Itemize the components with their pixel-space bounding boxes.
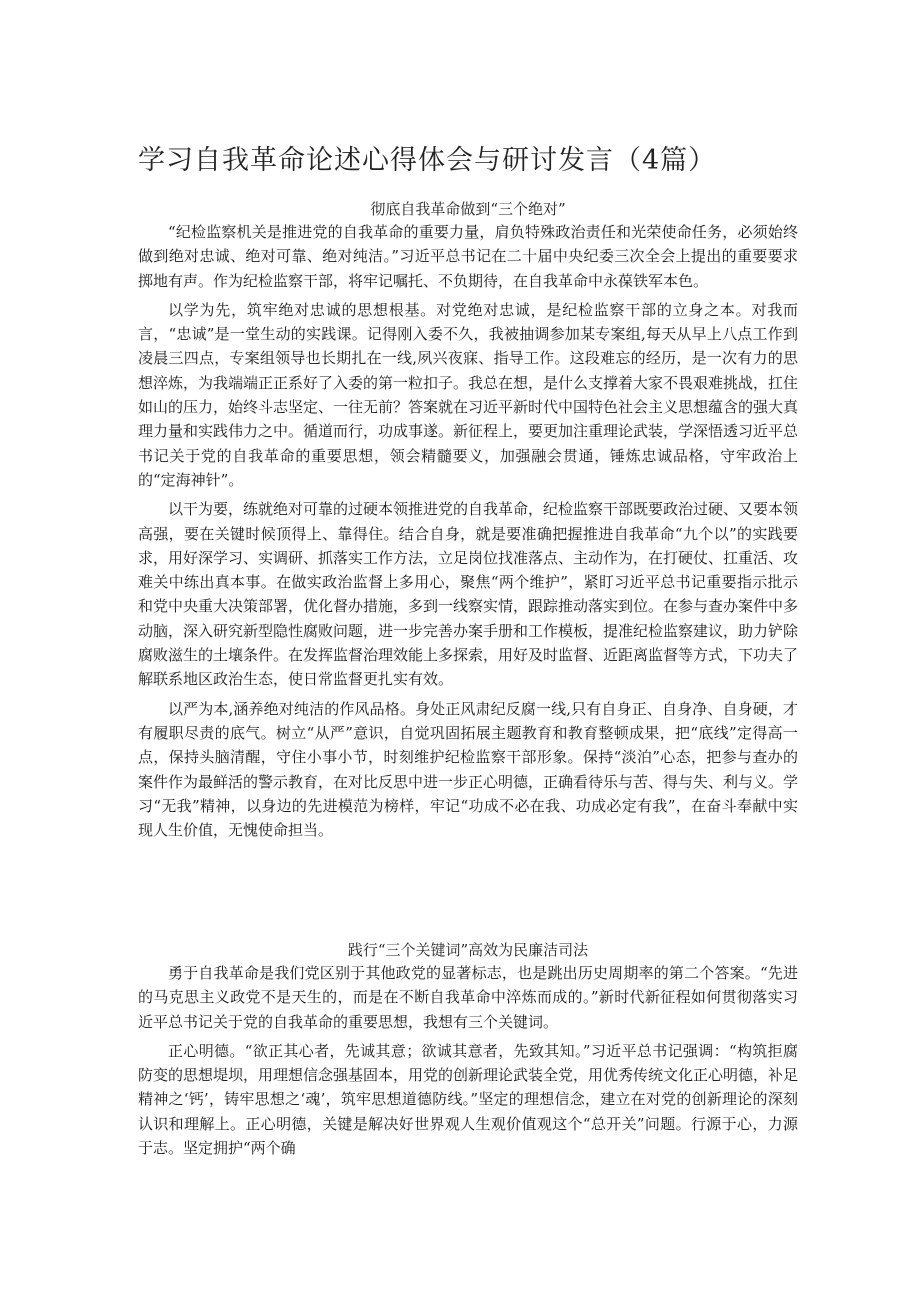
section-1-paragraph-4: 以严为本,涵养绝对纯洁的作风品格。身处正风肃纪反腐一线,只有自身正、自身净、自身硬，才有履职尽责的底气。树立“从严”意识，自觉巩固拓展主题教育和教育整顿成果，把“底线”定得高一点，保持头脑清醒，守住小事小节，时刻维护纪检监察干部形象。保持“淡泊”心态，把参与查办的案件作为最鲜活的警示教育，在对比反思中进一步正心明德，正确看待乐与苦、得与失、利与义。学习“无我”精神，以身边的先进模范为榜样，牢记“功成不必在我、功成必定有我”，在奋斗奉献中实现人生价值，无愧使命担当。 <box>138 699 799 840</box>
section-1-paragraph-3: 以干为要，练就绝对可靠的过硬本领推进党的自我革命，纪检监察干部既要政治过硬、又要本领高强，要在关键时候顶得上、靠得住。结合自身，就是要准确把握推进自我革命“九个以”的实践要求，用好深学习、实调研、抓落实工作方法，立足岗位找准落点、主动作为，在打硬仗、扛重活、攻难关中练出真本事。在做实政治监督上多用心，聚焦“两个维护”，紧盯习近平总书记重要指示批示和党中央重大决策部署，优化督办措施，多到一线察实情，跟踪推动落实到位。在参与查办案件中多动脑，深入研究新型隐性腐败问题，进一步完善办案手册和工作模板，提准纪检监察建议，助力铲除腐败滋生的土壤条件。在发挥监督治理效能上多探索，用好及时监督、近距离监督等方式，下功夫了解联系地区政治生态，使日常监督更扎实有效。 <box>138 500 799 689</box>
section-1-paragraph-2: 以学为先，筑牢绝对忠诚的思想根基。对党绝对忠诚，是纪检监察干部的立身之本。对我而言，“忠诚”是一堂生动的实践课。记得刚入委不久，我被抽调参加某专案组,每天从早上八点工作到凌晨三四点，专案组领导也长期扎在一线,夙兴夜寐、指导工作。这段难忘的经历，是一次有力的思想淬炼，为我端端正正系好了入委的第一粒扣子。我总在想，是什么支撑着大家不畏艰难挑战，扛住如山的压力，始终斗志坚定、一往无前？答案就在习近平新时代中国特色社会主义思想蕴含的强大真理力量和实践伟力之中。循道而行，功成事遂。新征程上，要更加注重理论武装，学深悟透习近平总书记关于党的自我革命的重要思想，领会精髓要义，加强融会贯通，锤炼忠诚品格，守牢政治上的“定海神针”。 <box>138 300 799 489</box>
section-1-paragraph-1: “纪检监察机关是推进党的自我革命的重要力量，肩负特殊政治责任和光荣使命任务，必须始终做到绝对忠诚、绝对可靠、绝对纯洁。”习近平总书记在二十届中央纪委三次全会上提出的重要要求掷地有声。作为纪检监察干部，将牢记嘱托、不负期待，在自我革命中永葆铁军本色。 <box>138 223 798 290</box>
document-title: 学习自我革命论述心得体会与研讨发言（4篇） <box>138 145 717 176</box>
section-1 <box>138 198 798 842</box>
section-2-paragraph-1: 勇于自我革命是我们党区别于其他政党的显著标志，也是跳出历史周期率的第二个答案。“先进的马克思主义政党不是天生的，而是在不断自我革命中淬炼而成的。”新时代新征程如何贯彻落实习近平总书记关于党的自我革命的重要思想，我想有三个关键词。 <box>138 964 798 1031</box>
section-2-paragraph-2: 正心明德。“欲正其心者，先诚其意；欲诚其意者，先致其知。”习近平总书记强调：“构筑拒腐防变的思想堤坝，用理想信念强基固本，用党的创新理论武装全党，用优秀传统文化正心明德，补足精神之‘钙’，铸牢思想之‘魂’，筑牢思想道德防线。”坚定的理想信念，建立在对党的创新理论的深刻认识和理解上。正心明德，关键是解决好世界观人生观价值观这个“总开关”问题。行源于心，力源于志。坚定拥护“两个确 <box>138 1041 799 1158</box>
section-2-heading: 践行“三个关键词”高效为民廉洁司法 <box>347 941 589 959</box>
section-2 <box>138 939 798 1160</box>
section-1-heading: 彻底自我革命做到“三个绝对” <box>370 200 566 218</box>
